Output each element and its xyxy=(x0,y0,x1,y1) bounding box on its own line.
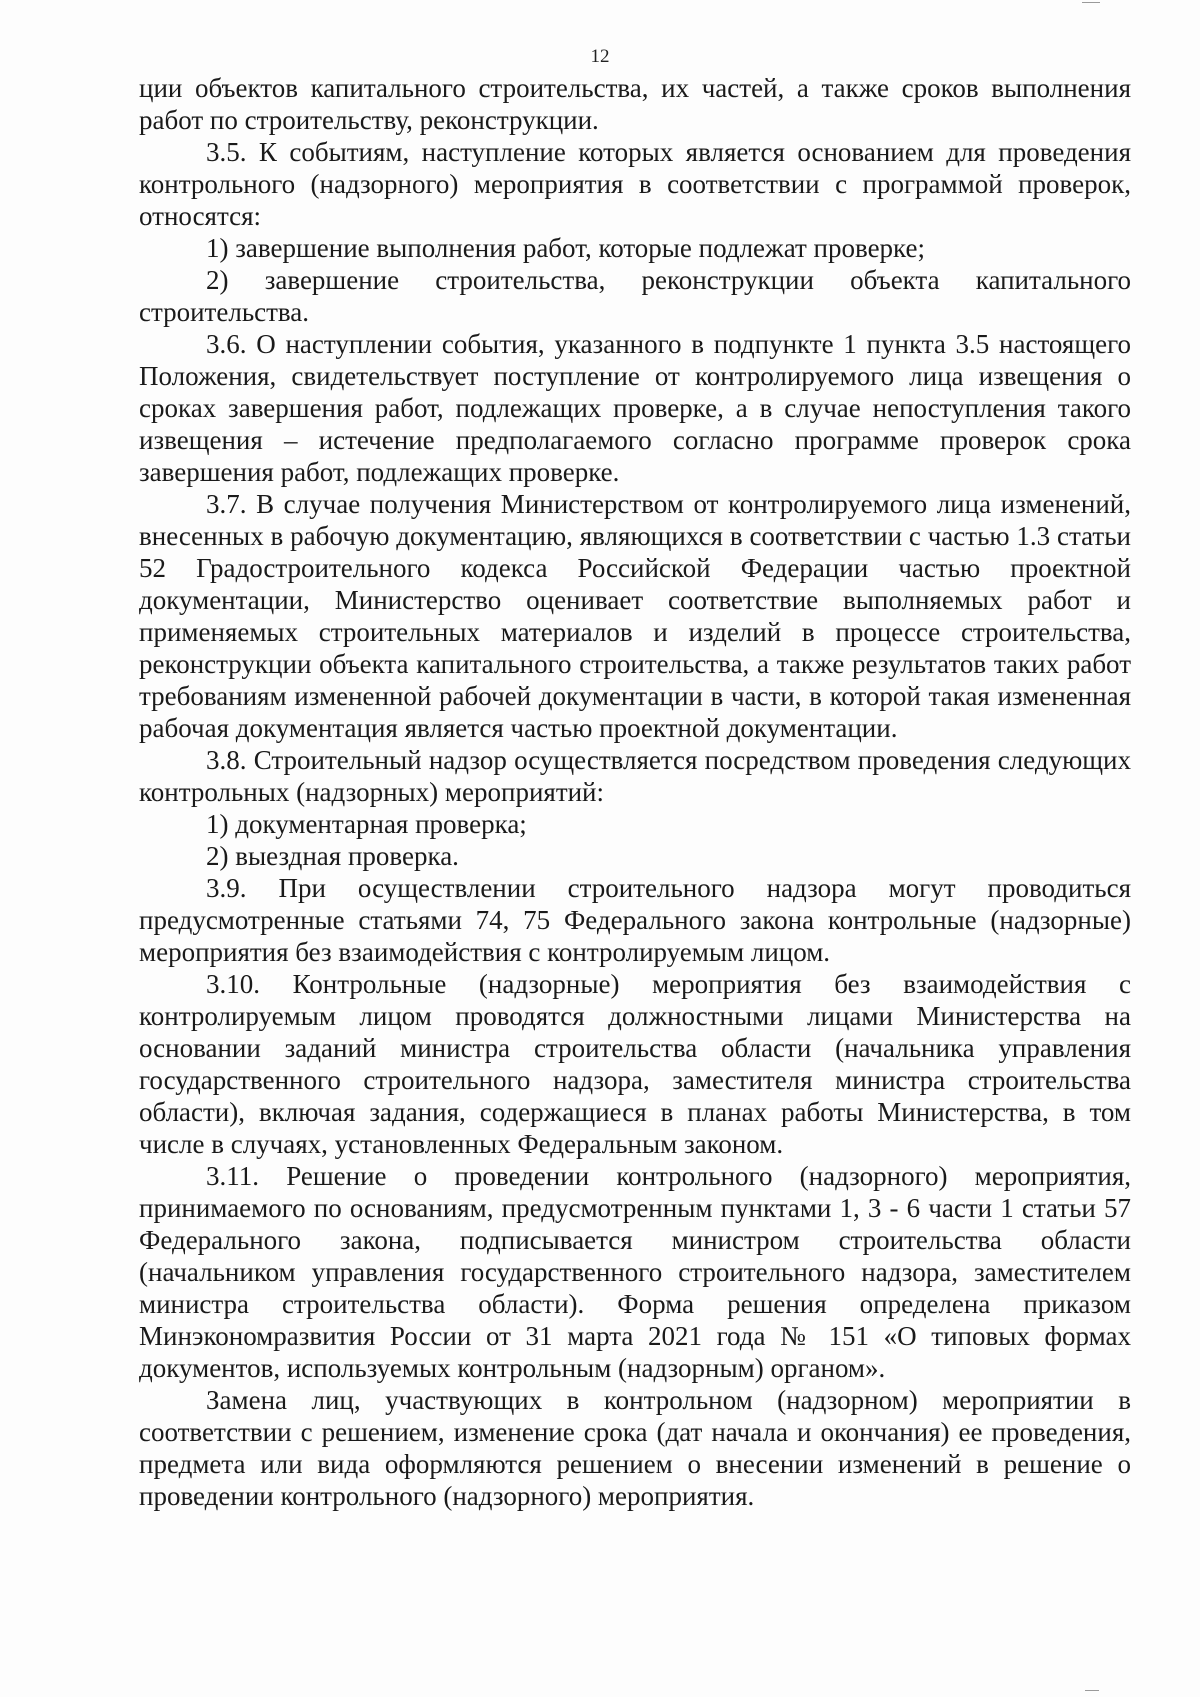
list-item-3-8-1: 1) документарная проверка; xyxy=(206,809,527,839)
paragraph-3-7: 3.7. В случае получения Министерством от контролируемого лица изменений, внесенных в рабочую документацию, являющихся в соответствии с частью 1.3 статьи 52 Градостроительного кодекса Российской Федерации частью проектной документации, Министерство оценивает соответствие выполняемых работ и применяемых строительных материалов и изделий в процессе строительства, реконструкции объекта капитального строительства, а также результатов таких работ требованиям измененной рабочей документации в части, в которой такая измененная рабочая документация является частью проектной документации. xyxy=(139,489,1131,743)
page-number: 12 xyxy=(590,46,610,67)
list-item-3-8-2: 2) выездная проверка. xyxy=(206,841,459,871)
paragraph-3-5: 3.5. К событиям, наступление которых является основанием для проведения контрольного (надзорного) мероприятия в соответствии с программой проверок, относятся: xyxy=(139,137,1131,231)
scan-artifact-bottom xyxy=(1085,1690,1099,1691)
scan-artifact-top xyxy=(1082,2,1100,3)
list-item-3-5-1: 1) завершение выполнения работ, которые подлежат проверке; xyxy=(206,233,925,263)
document-body xyxy=(139,72,1131,1512)
paragraph-continuation: ции объектов капитального строительства, их частей, а также сроков выполнения работ по строительству, реконструкции. xyxy=(139,73,1131,135)
paragraph-3-9: 3.9. При осуществлении строительного надзора могут проводиться предусмотренные статьями 74, 75 Федерального закона контрольные (надзорные) мероприятия без взаимодействия с контролируемым лицом. xyxy=(139,873,1131,967)
paragraph-3-6: 3.6. О наступлении события, указанного в подпункте 1 пункта 3.5 настоящего Положения, свидетельствует поступление от контролируемого лица извещения о сроках завершения работ, подлежащих проверке, а в случае непоступления такого извещения – истечение предполагаемого согласно программе проверок срока завершения работ, подлежащих проверке. xyxy=(139,329,1131,487)
paragraph-3-11: 3.11. Решение о проведении контрольного (надзорного) мероприятия, принимаемого по основаниям, предусмотренным пунктами 1, 3 - 6 части 1 статьи 57 Федерального закона, подписывается министром строительства области (начальником управления государственного строительного надзора, заместителем министра строительства области). Форма решения определена приказом Минэкономразвития России от 31 марта 2021 года № 151 «О типовых формах документов, используемых контрольным (надзорным) органом». xyxy=(139,1161,1131,1383)
paragraph-replacement: Замена лиц, участвующих в контрольном (надзорном) мероприятии в соответствии с решением, изменение срока (дат начала и окончания) ее проведения, предмета или вида оформляются решением о внесении изменений в решение о проведении контрольного (надзорного) мероприятия. xyxy=(139,1385,1131,1511)
list-item-3-5-2: 2) завершение строительства, реконструкции объекта капитального строительства. xyxy=(139,265,1131,327)
paragraph-3-8: 3.8. Строительный надзор осуществляется посредством проведения следующих контрольных (надзорных) мероприятий: xyxy=(139,745,1131,807)
paragraph-3-10: 3.10. Контрольные (надзорные) мероприятия без взаимодействия с контролируемым лицом проводятся должностными лицами Министерства на основании заданий министра строительства области (начальника управления государственного строительного надзора, заместителя министра строительства области), включая задания, содержащиеся в планах работы Министерства, в том числе в случаях, установленных Федеральным законом. xyxy=(139,969,1131,1159)
